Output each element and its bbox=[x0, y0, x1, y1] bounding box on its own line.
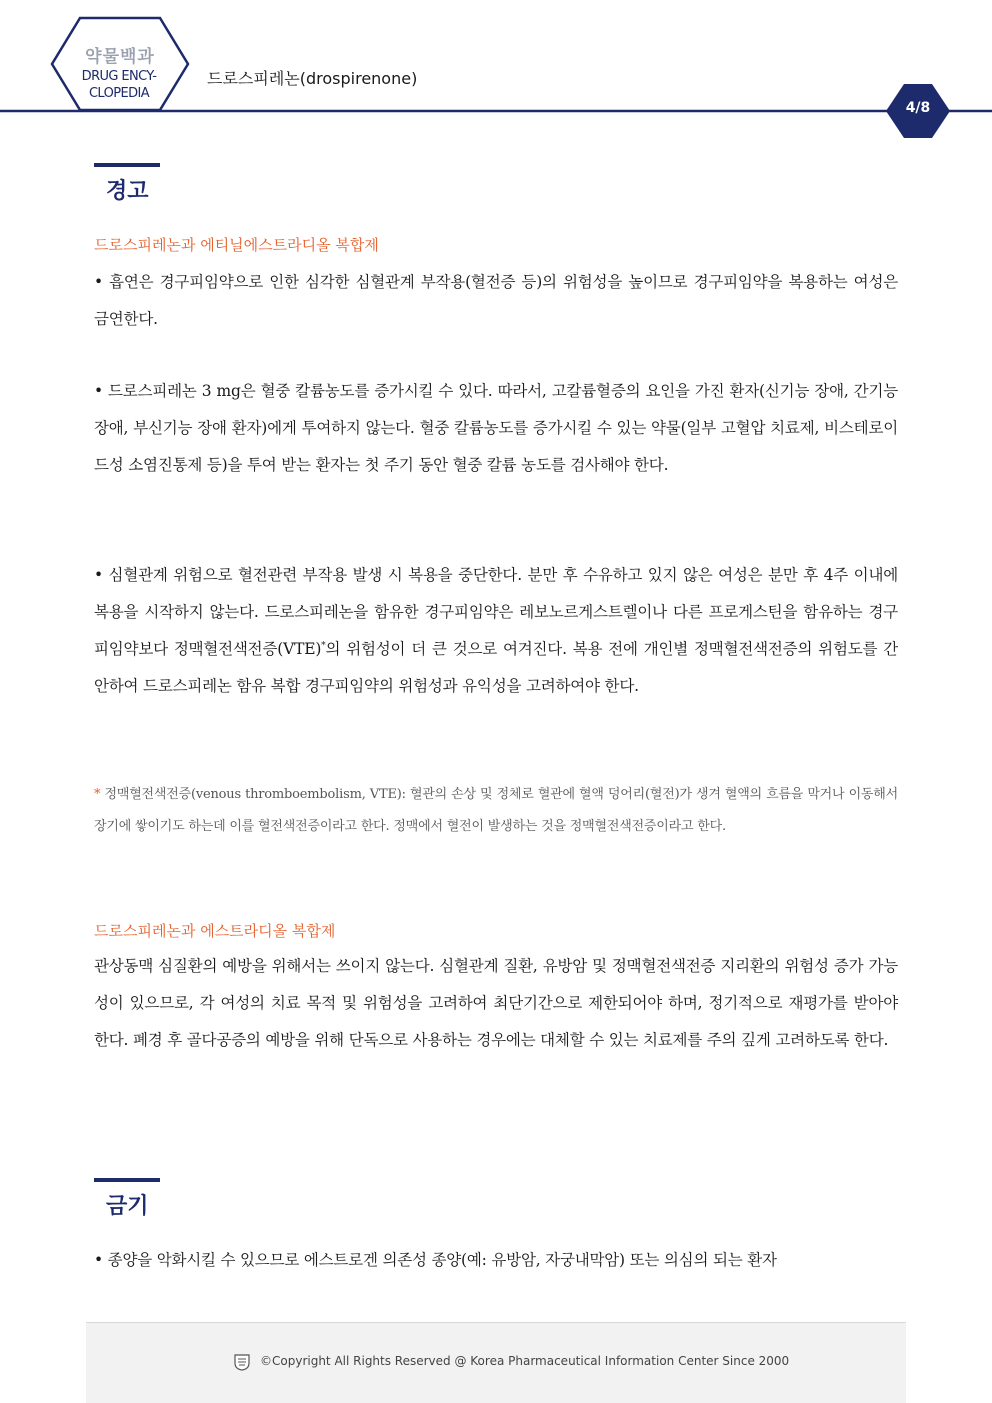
section-title-warning: 경고 bbox=[106, 179, 149, 204]
footnote-star: * bbox=[94, 787, 101, 802]
kpic-logo-icon bbox=[234, 1353, 250, 1371]
subheading-ethinylestradiol-combo: 드로스피레논과 에티닐에스트라디올 복합제 bbox=[94, 236, 379, 254]
document-title: 드로스피레논(drospirenone) bbox=[207, 69, 418, 88]
paragraph-potassium: • 드로스피레논 3 mg은 혈중 칼륨농도를 증가시킬 수 있다. 따라서, 고칼륨혈증의 요인을 가진 환자(신기능 장애, 간기능 장애, 부신기능 장애 환자)에게 투여하지 않는다. 혈중 칼륨농도를 증가시킬 수 있는 약물(일부 고혈압 치료제, 비스테로이드성 소염진통제 등)을 투여 받는 환자는 첫 주기 동안 혈중 칼륨 농도를 검사해야 한다. bbox=[94, 382, 898, 474]
paragraph-thrombosis: • 심혈관계 위험으로 혈전관련 부작용 발생 시 복용을 중단한다. 분만 후 수유하고 있지 않은 여성은 분만 후 4주 이내에 복용을 시작하지 않는다. 드로스피레논을 함유한 경구피임약은 레보노르게스트렐이나 다른 프로게스틴을 함유하는 경구피임약보다 정맥혈전색전증(VTE)*의 위험성이 더 큰 것으로 여겨진다. 복용 전에 개인별 정맥혈전색전증의 위험도를 간안하여 드로스피레논 함유 복합 경구피임약의 위험성과 유익성을 고려하여야 한다. bbox=[94, 566, 898, 695]
section-title-contraindication: 금기 bbox=[106, 1194, 149, 1219]
page-number: 4/8 bbox=[905, 100, 931, 116]
section-bar-contraindication bbox=[94, 1178, 160, 1182]
footer-copyright: ©Copyright All Rights Reserved @ Korea Pharmaceutical Information Center Since 2000 bbox=[260, 1354, 790, 1368]
subheading-estradiol-combo: 드로스피레논과 에스트라디올 복합제 bbox=[94, 922, 336, 940]
section-bar-warning bbox=[94, 163, 160, 167]
page-header bbox=[0, 0, 992, 140]
paragraph-tumor: • 종양을 악화시킬 수 있으므로 에스트로겐 의존성 종양(예: 유방암, 자궁내막암) 또는 의심의 되는 환자 bbox=[94, 1251, 777, 1269]
logo-english: DRUG ENCY- CLOPEDIA bbox=[81, 69, 157, 101]
paragraph-smoking: • 흡연은 경구피임약으로 인한 심각한 심혈관계 부작용(혈전증 등)의 위험성을 높이므로 경구피임약을 복용하는 여성은 금연한다. bbox=[94, 273, 898, 328]
paragraph-coronary: 관상동맥 심질환의 예방을 위해서는 쓰이지 않는다. 심혈관계 질환, 유방암 및 정맥혈전색전증 지리환의 위험성 증가 가능성이 있으므로, 각 여성의 치료 목적 및 위험성을 고려하여 최단기간으로 제한되어야 하며, 정기적으로 재평가를 받아야 한다. 폐경 후 골다공증의 예방을 위해 단독으로 사용하는 경우에는 대체할 수 있는 치료제를 주의 깊게 고려하도록 한다. bbox=[94, 957, 898, 1049]
logo-korean: 약물백과 bbox=[85, 47, 155, 67]
footnote-marker: * bbox=[321, 640, 326, 651]
footnote-vte: * 정맥혈전색전증(venous thromboembolism, VTE): 혈관의 손상 및 정체로 혈관에 혈액 덩어리(혈전)가 생겨 혈액의 흐름을 막거나 이동해서 장기에 쌓이기도 하는데 이를 혈전색전증이라고 한다. 정맥에서 혈전이 발생하는 것을 정맥혈전색전증이라고 한다. bbox=[94, 787, 898, 834]
